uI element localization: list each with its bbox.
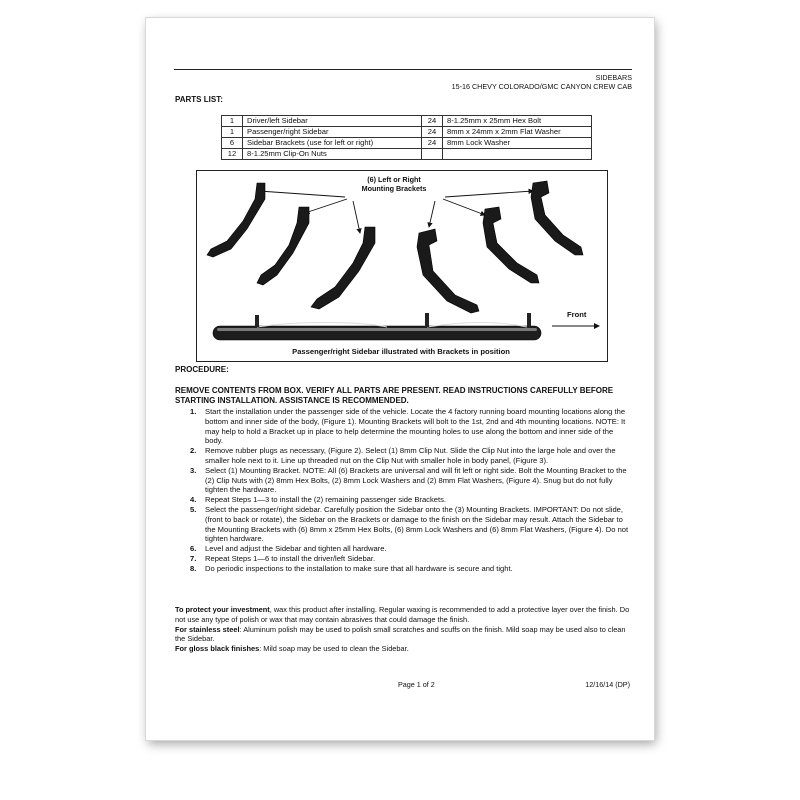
desc-cell: 8mm Lock Washer (443, 138, 592, 149)
list-item (177, 505, 629, 544)
qty-cell: 12 (222, 149, 243, 160)
step-text: Select the passenger/right sidebar. Carefully position the Sidebar onto the (3) Mounting Brackets. IMPORTANT: Do not slide, (front to back or rotate), the Sidebar on the Brackets or damage to the finish on the Sidebar may result. Attach the Sidebar to the Mounting Brackets with (6) 8mm x 25mm Hex Bolts, (6) 8mm Lock Washers and (6) 8mm Flat Washers, (Figure 4). Do not tighten hardware. (205, 504, 629, 544)
list-item (177, 446, 629, 466)
step-number: 6. (190, 544, 197, 554)
list-item (177, 564, 629, 574)
left-brackets (207, 183, 375, 309)
desc-cell: Sidebar Brackets (use for left or right) (243, 138, 422, 149)
step-number: 5. (190, 504, 197, 514)
note-text: : Aluminum polish may be used to polish small scratches and scuffs on the finish. Mild soap may be used also to clean the Sidebar. (175, 624, 626, 644)
qty-cell: 24 (422, 127, 443, 138)
parts-list-heading: PARTS LIST: (175, 95, 223, 104)
step-text: Repeat Steps 1—3 to install the (2) remaining passenger side Brackets. (205, 495, 447, 505)
step-number: 3. (190, 465, 197, 475)
desc-cell: 8-1.25mm Clip-On Nuts (243, 149, 422, 160)
table-row (222, 127, 592, 138)
qty-cell: 1 (222, 127, 243, 138)
table-row (222, 116, 592, 127)
table-row (222, 138, 592, 149)
note-lead: To protect your investment (175, 605, 270, 614)
header-rule (174, 69, 632, 70)
intro-warning: REMOVE CONTENTS FROM BOX. VERIFY ALL PARTS ARE PRESENT. READ INSTRUCTIONS CAREFULLY BEFORE STARTING INSTALLATION. ASSISTANCE IS RECOMMENDED. (175, 386, 614, 405)
desc-cell (443, 149, 592, 160)
list-item (177, 554, 629, 564)
qty-cell: 24 (422, 116, 443, 127)
front-label: Front (567, 310, 587, 319)
step-number: 1. (190, 407, 197, 416)
revision-date: 12/16/14 (DP) (585, 680, 630, 689)
note-paragraph (175, 605, 630, 625)
desc-cell: Passenger/right Sidebar (243, 127, 422, 138)
figure-caption: Passenger/right Sidebar illustrated with Brackets in position (292, 347, 510, 356)
list-item (177, 466, 629, 495)
note-paragraph (175, 625, 630, 645)
list-item (177, 407, 629, 446)
step-number: 8. (190, 563, 197, 573)
step-number: 7. (190, 553, 197, 563)
table-row (222, 149, 592, 160)
desc-cell: 8-1.25mm x 25mm Hex Bolt (443, 116, 592, 127)
qty-cell (422, 149, 443, 160)
qty-cell: 6 (222, 138, 243, 149)
note-lead: For gloss black finishes (175, 644, 260, 654)
step-text: Do periodic inspections to the installation to make sure that all hardware is secure and tight. (205, 563, 513, 573)
document-header (452, 73, 632, 91)
qty-cell: 24 (422, 138, 443, 149)
page-number: Page 1 of 2 (398, 680, 435, 689)
note-lead: For stainless steel (175, 624, 240, 634)
brackets-drawing (197, 171, 607, 361)
list-item (177, 544, 629, 554)
product-title: SIDEBARS (595, 73, 632, 82)
figure-1-illustration (196, 170, 608, 362)
note-text: , wax this product after installing. Regular waxing is recommended to add a protective layer over the finish. Do not use any type of polish or wax that may contain abrasives that could damage the finish. (175, 605, 630, 624)
step-number: 4. (190, 495, 197, 505)
parts-table (221, 115, 592, 160)
procedure-steps (177, 407, 629, 574)
desc-cell: 8mm x 24mm x 2mm Flat Washer (443, 127, 592, 138)
note-text: : Mild soap may be used to clean the Sidebar. (259, 644, 409, 654)
step-text: Select (1) Mounting Bracket. NOTE: All (6) Brackets are universal and will fit left or right side. Bolt the Mounting Bracket to the (2) Clip Nuts with (2) 8mm Hex Bolts, (2) 8mm Lock Washers and (2) 8mm Flat Washers, (Figure 4). Snug but do not fully tighten the hardware. (205, 465, 627, 495)
note-paragraph (175, 644, 630, 654)
sidebar-tube (213, 313, 541, 340)
brackets-label (329, 175, 459, 193)
step-number: 2. (190, 446, 197, 456)
procedure-heading: PROCEDURE: (175, 365, 229, 374)
brackets-label-line1: (6) Left or Right (367, 175, 421, 184)
vehicle-title: 15-16 CHEVY COLORADO/GMC CANYON CREW CAB (451, 82, 632, 91)
step-text: Remove rubber plugs as necessary, (Figure 2). Select (1) 8mm Clip Nut. Slide the Clip Nut into the large hole and over the smaller hole next to it. Line up threaded nut on the Clip Nut with smaller hole in body panel, (Figure 3). (205, 446, 616, 465)
step-text: Repeat Steps 1—6 to install the driver/left Sidebar. (205, 553, 376, 563)
step-text: Level and adjust the Sidebar and tighten all hardware. (205, 544, 387, 554)
brackets-label-line2: Mounting Brackets (361, 184, 427, 193)
care-notes (175, 605, 630, 654)
right-brackets (417, 181, 583, 313)
qty-cell: 1 (222, 116, 243, 127)
step-text: Start the installation under the passenger side of the vehicle. Locate the 4 factory running board mounting locations along the bottom and inner side of the body, (Figure 1). Mounting Brackets will bolt to the 1st, 2nd and 4th mounting locations. NOTE: It may help to hold a Bracket up in place to help determine the mounting holes to use along the bottom and inner side of the body. (205, 407, 626, 446)
list-item (177, 495, 629, 505)
desc-cell: Driver/left Sidebar (243, 116, 422, 127)
